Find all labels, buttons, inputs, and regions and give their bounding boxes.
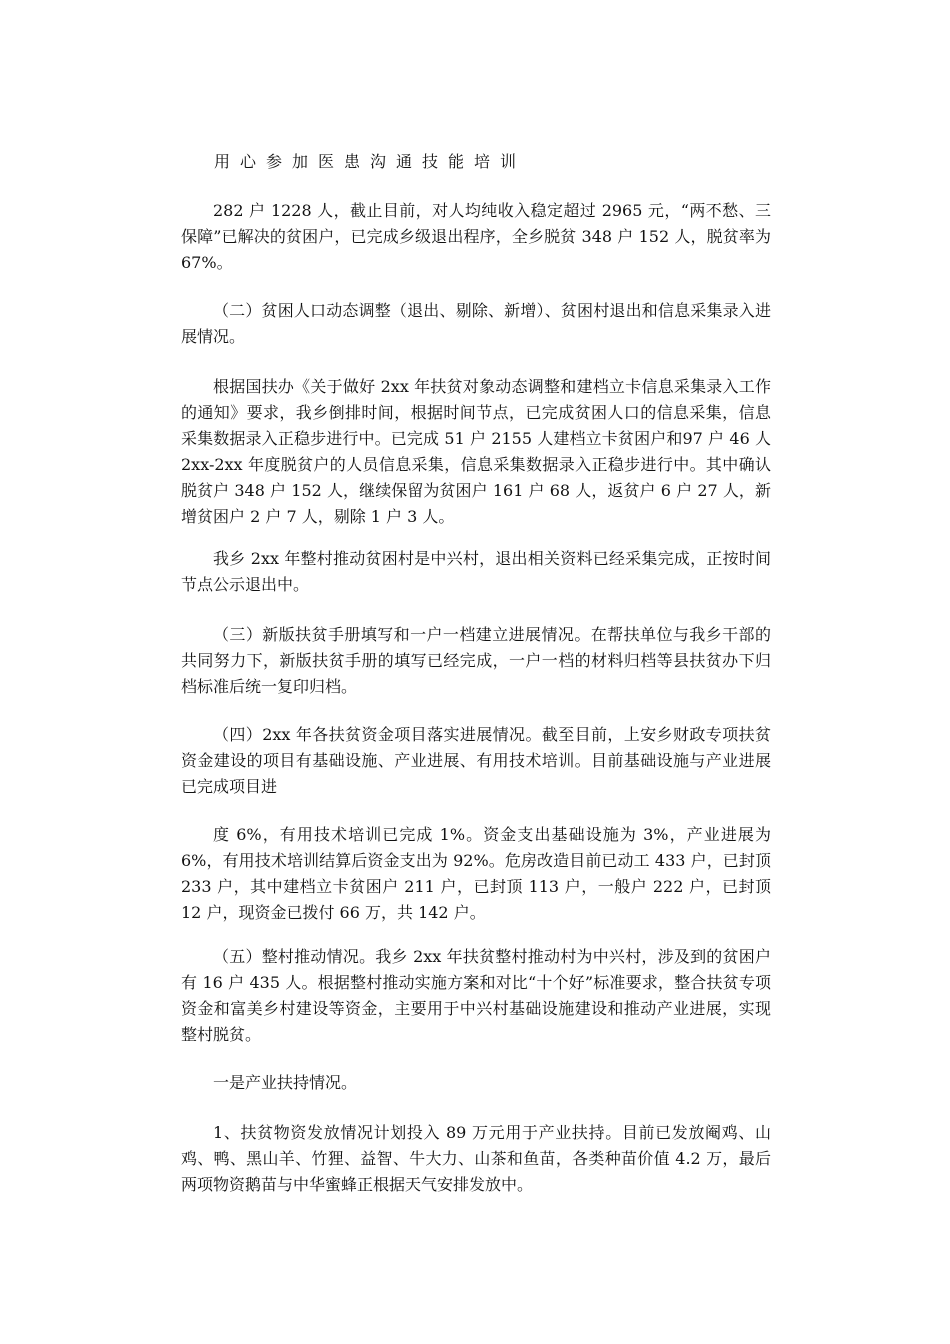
paragraph-village-exit: 我乡 2xx 年整村推动贫困村是中兴村，退出相关资料已经采集完成，正按时间节点公示退出中。 — [181, 549, 771, 594]
paragraph-materials: 1、扶贫物资发放情况计划投入 89 万元用于产业扶持。目前已发放阉鸡、山鸡、鸭、黑山羊、竹狸、益智、牛大力、山茶和鱼苗，各类种苗价值 4.2 万，最后两项物资鹅苗与中华蜜蜂正根据天气安排发放中。 — [181, 1123, 771, 1194]
paragraph-section-4: （四）2xx 年各扶贫资金项目落实进展情况。截至目前，上安乡财政专项扶贫资金建设的项目有基础设施、产业进展、有用技术培训。目前基础设施与产业进展已完成项目进 — [181, 725, 771, 796]
document-title: 用心参加医患沟通技能培训 — [214, 152, 527, 171]
paragraph-progress: 度 6%，有用技术培训已完成 1%。资金支出基础设施为 3%，产业进展为 6%，有用技术培训结算后资金支出为 92%。危房改造目前已动工 433 户，已封顶 233 户，其中建档立卡贫困户 211 户，已封顶 113 户，一般户 222 户，已封顶 12 户，现资金已拨付 66 万，共 142 户。 — [181, 825, 771, 922]
paragraph-section-3: （三）新版扶贫手册填写和一户一档建立进展情况。在帮扶单位与我乡干部的共同努力下，新版扶贫手册的填写已经完成，一户一档的材料归档等县扶贫办下归档标准后统一复印归档。 — [181, 625, 771, 696]
paragraph-section-5: （五）整村推动情况。我乡 2xx 年扶贫整村推动村为中兴村，涉及到的贫困户有 16 户 435 人。根据整村推动实施方案和对比“十个好”标准要求，整合扶贫专项资金和富美乡村建设等资金，主要用于中兴村基础设施建设和推动产业进展，实现整村脱贫。 — [181, 947, 771, 1044]
paragraph-industry-heading: 一是产业扶持情况。 — [213, 1073, 358, 1092]
paragraph-info-collection: 根据国扶办《关于做好 2xx 年扶贫对象动态调整和建档立卡信息采集录入工作的通知》要求，我乡倒排时间，根据时间节点，已完成贫困人口的信息采集，信息采集数据录入正稳步进行中。已完成 51 户 2155 人建档立卡贫困户和97 户 46 人 2xx-2xx 年度脱贫户的人员信息采集，信息采集数据录入正稳步进行中。其中确认脱贫户 348 户 152 人，继续保留为贫困户 161 户 68 人，返贫户 6 户 27 人，新增贫困户 2 户 7 人，剔除 1 户 3 人。 — [181, 377, 771, 526]
paragraph-section-2-heading: （二）贫困人口动态调整（退出、剔除、新增）、贫困村退出和信息采集录入进展情况。 — [181, 301, 771, 346]
paragraph-summary: 282 户 1228 人，截止目前，对人均纯收入稳定超过 2965 元，“两不愁、三保障”已解决的贫困户，已完成乡级退出程序，全乡脱贫 348 户 152 人，脱贫率为 67%。 — [181, 201, 771, 272]
